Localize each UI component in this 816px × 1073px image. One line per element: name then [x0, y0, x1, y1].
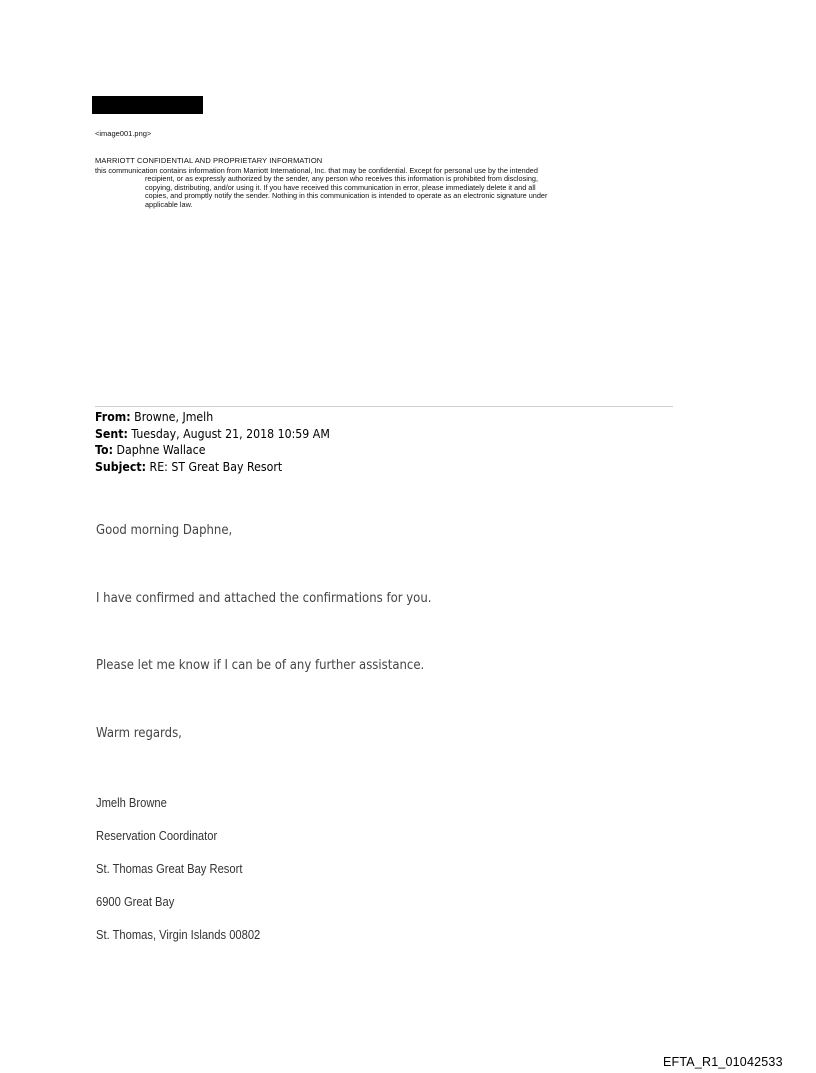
- redaction-block: [92, 96, 203, 114]
- confidentiality-line-5: applicable law.: [145, 199, 193, 209]
- greeting: Good morning Daphne,: [96, 523, 233, 538]
- signature-title: Reservation Coordinator: [96, 828, 218, 843]
- closing: Warm regards,: [96, 726, 182, 741]
- signature-name: Jmelh Browne: [96, 795, 167, 810]
- from-label: From:: [95, 409, 131, 424]
- email-header: [95, 409, 330, 475]
- to-value: Daphne Wallace: [116, 442, 206, 457]
- subject-label: Subject:: [95, 458, 147, 474]
- header-divider: [95, 406, 673, 407]
- sent-value: Tuesday, August 21, 2018 10:59 AM: [131, 425, 330, 441]
- subject-row: [95, 459, 330, 476]
- body-paragraph-1: I have confirmed and attached the confirmations for you.: [96, 591, 432, 606]
- from-row: [95, 409, 330, 426]
- body-paragraph-2: Please let me know if I can be of any further assistance.: [96, 658, 425, 673]
- confidentiality-line-2: recipient, or as expressly authorized by the sender, any person who receives this information is prohibited from disclosing,: [145, 174, 539, 184]
- confidentiality-title: MARRIOTT CONFIDENTIAL AND PROPRIETARY INFORMATION: [95, 156, 323, 165]
- signature-property: St. Thomas Great Bay Resort: [96, 861, 243, 876]
- signature-address-2: St. Thomas, Virgin Islands 00802: [96, 927, 261, 942]
- document-id: EFTA_R1_01042533: [663, 1055, 783, 1069]
- sent-label: Sent:: [95, 425, 128, 441]
- signature-address-1: 6900 Great Bay: [96, 894, 175, 909]
- to-row: [95, 442, 330, 459]
- confidentiality-line-4: copies, and promptly notify the sender. Nothing in this communication is intended to operate as an electronic signature under: [145, 191, 548, 201]
- to-label: To:: [95, 442, 113, 457]
- confidentiality-line-3: copying, distributing, and/or using it. If you have received this communication in error, please immediately delete it and all: [145, 182, 536, 192]
- subject-value: RE: ST Great Bay Resort: [149, 458, 283, 474]
- from-value: Browne, Jmelh: [134, 409, 214, 424]
- confidentiality-notice: [95, 167, 670, 209]
- confidentiality-line-1: this communication contains information from Marriott International, Inc. that may be confidential. Except for personal use by the intended: [95, 166, 538, 175]
- sent-row: [95, 426, 330, 443]
- image-placeholder-reference: <image001.png>: [95, 129, 152, 138]
